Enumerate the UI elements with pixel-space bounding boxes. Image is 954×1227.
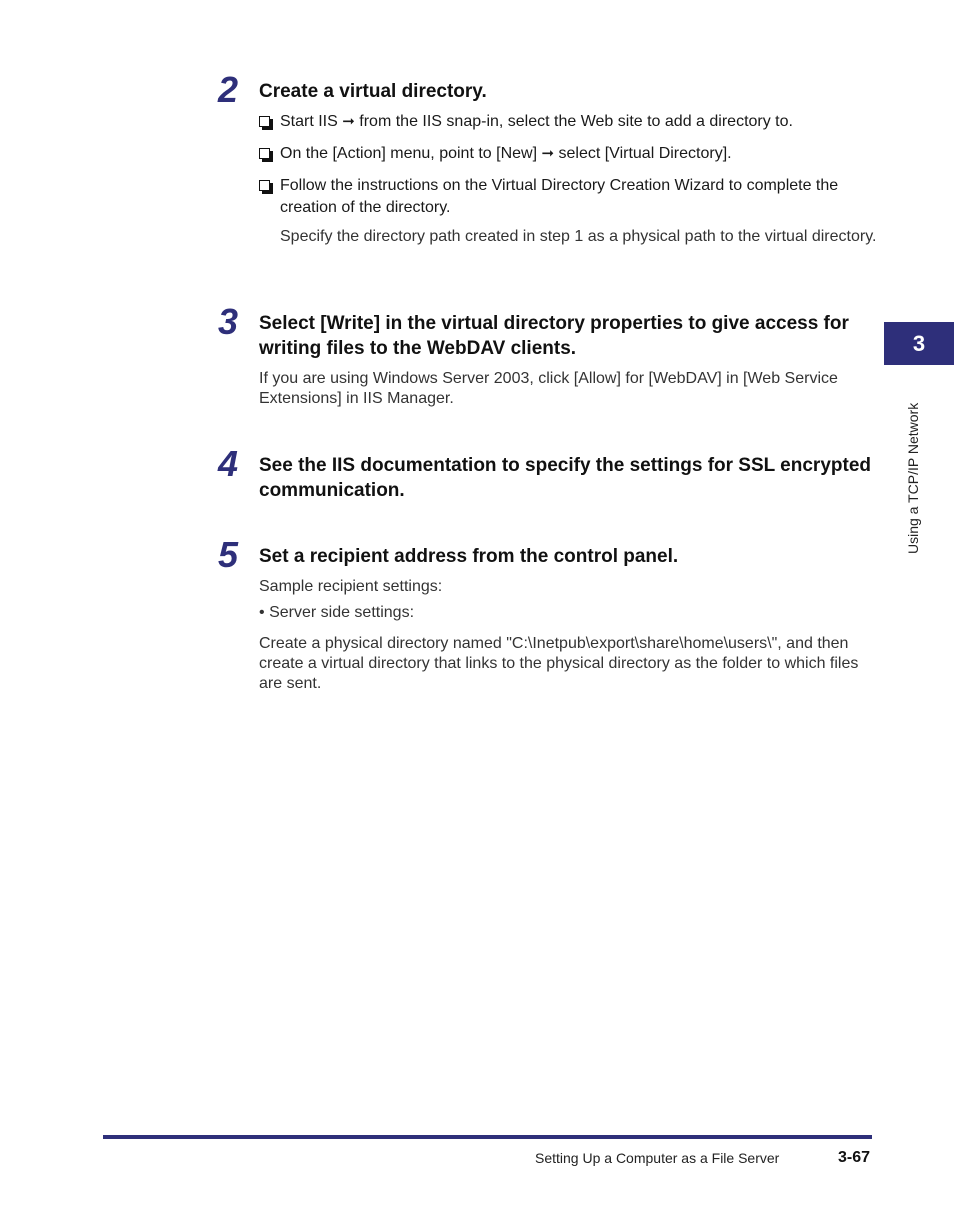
step-2	[218, 69, 878, 247]
step-title: See the IIS documentation to specify the settings for SSL encrypted communication.	[259, 455, 871, 501]
step-title: Create a virtual directory.	[259, 81, 487, 102]
step-number: 4	[218, 443, 239, 484]
chapter-label: Using a TCP/IP Network	[905, 402, 921, 554]
step-description: If you are using Windows Server 2003, click [Allow] for [WebDAV] in [Web Service Extensions] in IIS Manager.	[259, 370, 838, 407]
checklist-item: Start IIS ➞ from the IIS snap-in, select the Web site to add a directory to.	[259, 111, 878, 133]
checkbox-icon	[259, 116, 270, 127]
page-number: 3-67	[838, 1149, 871, 1166]
step-description: Sample recipient settings:	[259, 578, 443, 595]
step-title: Set a recipient address from the control panel.	[259, 546, 679, 567]
checkbox-icon	[259, 148, 270, 159]
checklist-item: Follow the instructions on the Virtual Directory Creation Wizard to complete the creation of the directory.	[259, 175, 878, 219]
bullet-item: • Server side settings:	[259, 604, 415, 621]
step-3	[218, 301, 878, 409]
step-description: Create a physical directory named "C:\Inetpub\export\share\home\users\", and then create a virtual directory that links to the physical directory as the folder to which files are sent.	[259, 635, 859, 692]
checklist-item: On the [Action] menu, point to [New] ➞ select [Virtual Directory].	[259, 143, 878, 165]
footer-rule	[103, 1135, 872, 1139]
step-number: 3	[218, 301, 239, 342]
step-5	[218, 534, 878, 694]
step-4	[218, 443, 878, 503]
chapter-tab: 3	[884, 322, 954, 365]
bullet-icon: •	[259, 604, 265, 621]
arrow-right-icon: ➞	[541, 145, 555, 162]
step-title: Select [Write] in the virtual directory properties to give access for writing files to the WebDAV clients.	[259, 313, 849, 359]
step-number: 5	[218, 534, 239, 575]
arrow-right-icon: ➞	[342, 113, 355, 130]
step-note: Specify the directory path created in step 1 as a physical path to the virtual directory.	[280, 228, 877, 245]
checkbox-icon	[259, 180, 270, 191]
step-number: 2	[218, 69, 239, 110]
footer-title: Setting Up a Computer as a File Server	[535, 1150, 780, 1166]
